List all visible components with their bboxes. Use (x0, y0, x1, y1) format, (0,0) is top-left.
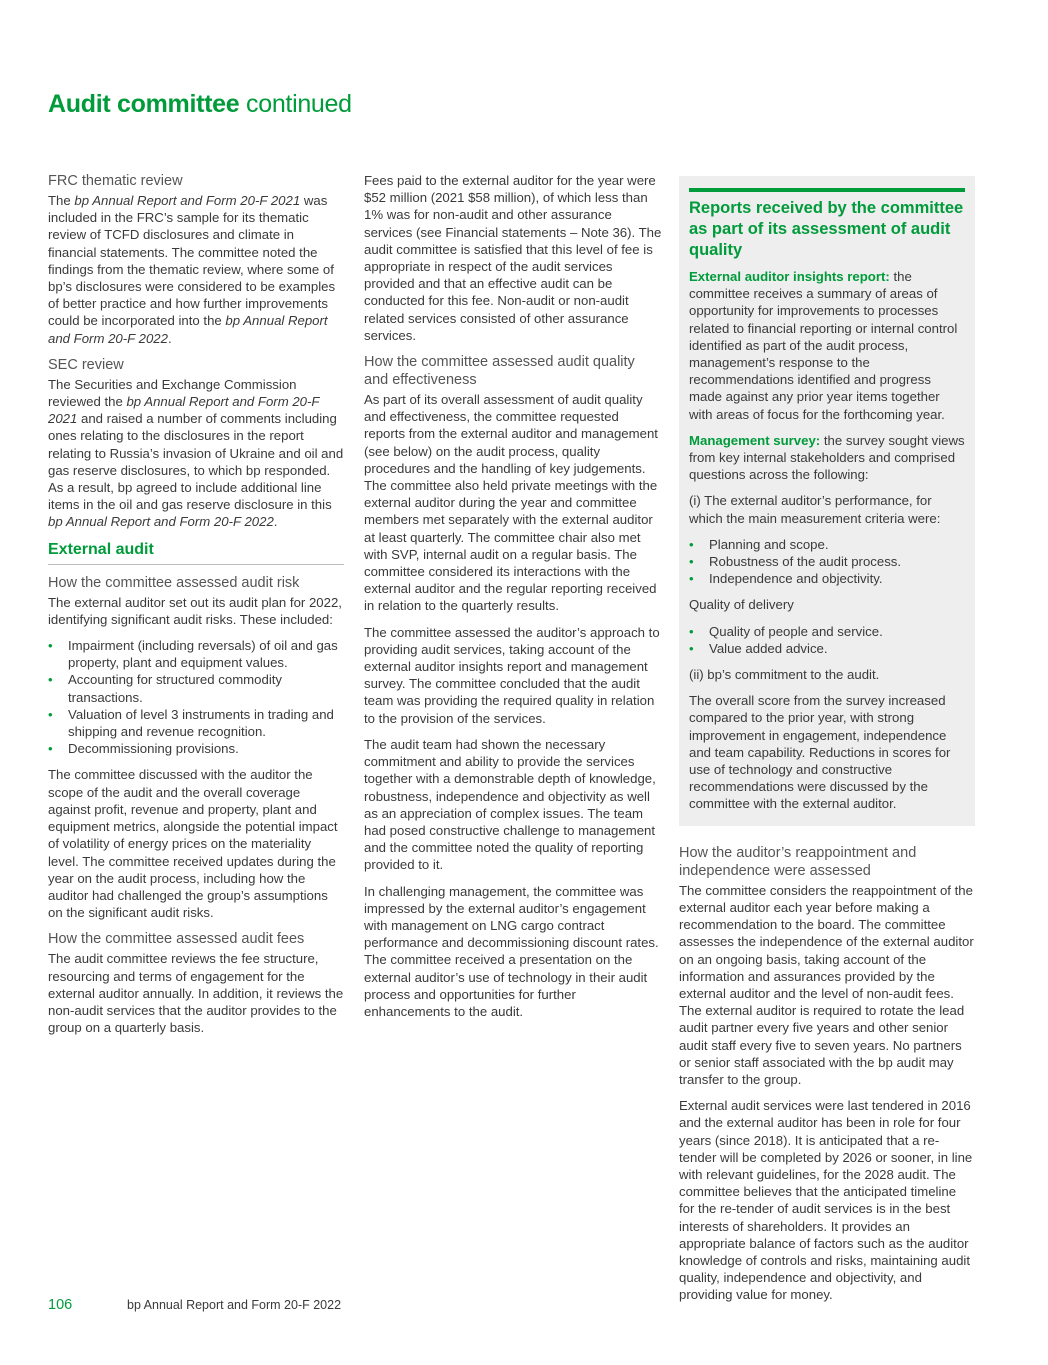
page-number: 106 (48, 1297, 73, 1313)
survey-part-ii: (ii) bp’s commitment to the audit. (689, 667, 880, 683)
external-audit-heading: External audit (48, 540, 344, 565)
footer-doc-title: bp Annual Report and Form 20-F 2022 (127, 1298, 342, 1312)
page-title (48, 90, 352, 119)
sec-heading: SEC review (48, 356, 124, 373)
audit-fees-paragraph: The audit committee reviews the fee structure, resourcing and terms of engagement for the external auditor annually. In addition, it reviews the non-audit services that the auditor provides to the group on a quarterly basis. (48, 951, 344, 1036)
audit-quality-heading: How the committee assessed audit quality and effectiveness (364, 354, 635, 389)
audit-risk-list (48, 637, 344, 757)
audit-quality-paragraph-3: The audit team had shown the necessary commitment and ability to provide the services together with a demonstrable depth of knowledge, robustness, independence and objectivity as well as an appreciation of complex issues. The team had posed constructive challenge to management and the committee noted the quality of reporting provided to it. (364, 736, 656, 873)
audit-quality-paragraph-1: As part of its overall assessment of audit quality and effectiveness, the committee requested reports from the external auditor and management (see below) on the audit process, quality procedures and the handling of key judgements. The committee also held private meetings with the external auditor during the year and committee members met separately with the external auditor at least quarterly. The committee chair also met with SVP, internal audit on a regular basis. The committee considered its interactions with the external auditor and the regular reporting received in relation to the quarterly results. (364, 392, 658, 614)
audit-fees-heading: How the committee assessed audit fees (48, 931, 305, 948)
reappointment-paragraph-2: External audit services were last tendered in 2016 and the external auditor has been in role for four years (since 2018). It is anticipated that a re-tender will be completed by 2026 or sooner, in line with relevant guidelines, for the 2028 audit. The committee believes that the anticipated timeline for the re-tender of audit services is in the best interests of shareholders. It provides an appropriate balance of factors such as the auditor knowledge of controls and risks, maintaining audit quality, independence and objectivity, and providing value for money. (679, 1098, 973, 1303)
list-item: • Valuation of level 3 instruments in trading and shipping and revenue recognition. (48, 706, 344, 740)
audit-risk-paragraph: The external auditor set out its audit plan for 2022, identifying significant audit risks. These included: (48, 594, 342, 627)
insights-paragraph: External auditor insights report: the committee receives a summary of areas of opportunity for improvements to processes related to financial reporting or internal control identified as part of the audit process, management’s response to the recommendations identified and progress made against any prior year items together with areas of focus for the forthcoming year. (689, 269, 958, 422)
list-item: • Decommissioning provisions. (48, 740, 344, 757)
frc-paragraph: The bp Annual Report and Form 20-F 2021 was included in the FRC’s sample for its thematic review of TCFD disclosures and climate in financial statements. The committee noted the findings from the thematic review, where some of bp’s disclosures were considered to be examples of better practice and how further improvements could be incorporated into the bp Annual Report and Form 20-F 2022. (48, 193, 336, 346)
audit-quality-paragraph-2: The committee assessed the auditor’s approach to providing audit services, taking account of the external auditor insights report and management survey. The committee concluded that the audit team was providing the required quality in relation to the provision of the services. (364, 624, 660, 726)
audit-scope-paragraph: The committee discussed with the auditor the scope of the audit and the overall coverage against profit, revenue and property, plant and equipment metrics, alongside the potential impact of volatility of energy prices on the materiality level. The committee received updates during the year on the audit process, including how the auditor had challenged the group’s assumptions on the significant audit risks. (48, 767, 338, 921)
fees-paid-paragraph: Fees paid to the external auditor for the year were $52 million (2021 $58 million), of which less than 1% was for non-audit and other assurance services (see Financial statements – Note 36). The audit committee is satisfied that this level of fee is appropriate in respect of the audit services provided and that an effective audit can be conducted for this fee. Non-audit or non-audit related services consisted of other assurance services. (364, 173, 662, 343)
reappointment-heading: How the auditor’s reappointment and independence were assessed (679, 844, 917, 879)
survey-result: The overall score from the survey increased compared to the prior year, with strong improvement in engagement, independence and team capability. Reductions in scores for use of technology and constructive recommendations were discussed by the committee with the external auditor. (689, 693, 951, 812)
list-item: • Impairment (including reversals) of oil and gas property, plant and equipment values. (48, 637, 344, 671)
frc-heading: FRC thematic review (48, 173, 183, 189)
audit-risk-heading: How the committee assessed audit risk (48, 574, 300, 591)
survey-part-i: (i) The external auditor’s performance, for which the main measurement criteria were: (689, 493, 941, 526)
reappointment-paragraph-1: The committee considers the reappointment of the external auditor each year before making a recommendation to the board. The committee assesses the independence of the external auditor on an ongoing basis, taking account of the information and assurances provided by the external auditor and the level of non-audit fees. The external auditor is required to rotate the lead audit partner every five years and other senior audit staff every five to seven years. No partners or senior staff associated with the bp audit may transfer to the group. (679, 882, 974, 1087)
reports-box (679, 176, 975, 826)
list-item: • Accounting for structured commodity transactions. (48, 671, 344, 705)
survey-list-2 (689, 623, 965, 657)
column-right (679, 176, 975, 1313)
title-continued: continued (246, 90, 352, 118)
column-left (48, 172, 344, 1045)
list-item: • Value added advice. (689, 640, 965, 657)
survey-list-1 (689, 536, 965, 588)
list-item: • Quality of people and service. (689, 623, 965, 640)
box-heading: Reports received by the committee as part of its assessment of audit quality (689, 199, 964, 259)
list-item: • Robustness of the audit process. (689, 553, 965, 570)
sec-paragraph: The Securities and Exchange Commission reviewed the bp Annual Report and Form 20-F 2021 and raised a number of comments including ones relating to the disclosures in the report relating to Russia’s invasion of Ukraine and oil and gas reserve disclosures, to which bp responded. As a result, bp agreed to include additional line items in the oil and gas reserve disclosure in this bp Annual Report and Form 20-F 2022. (48, 376, 344, 530)
column-middle (364, 172, 662, 1029)
quality-of-delivery: Quality of delivery (689, 597, 794, 613)
audit-quality-paragraph-4: In challenging management, the committee was impressed by the external auditor’s engagement with management on LNG cargo contract performance and decommissioning discount rates. The committee received a presentation on the external auditor’s use of technology in their audit process and opportunities for further enhancements to the audit. (364, 883, 659, 1019)
survey-paragraph: Management survey: the survey sought views from key internal stakeholders and comprised questions across the following: (689, 432, 965, 483)
list-item: • Independence and objectivity. (689, 570, 965, 587)
list-item: • Planning and scope. (689, 536, 965, 553)
box-accent-rule (689, 188, 965, 192)
title-bold: Audit committee (48, 90, 240, 118)
